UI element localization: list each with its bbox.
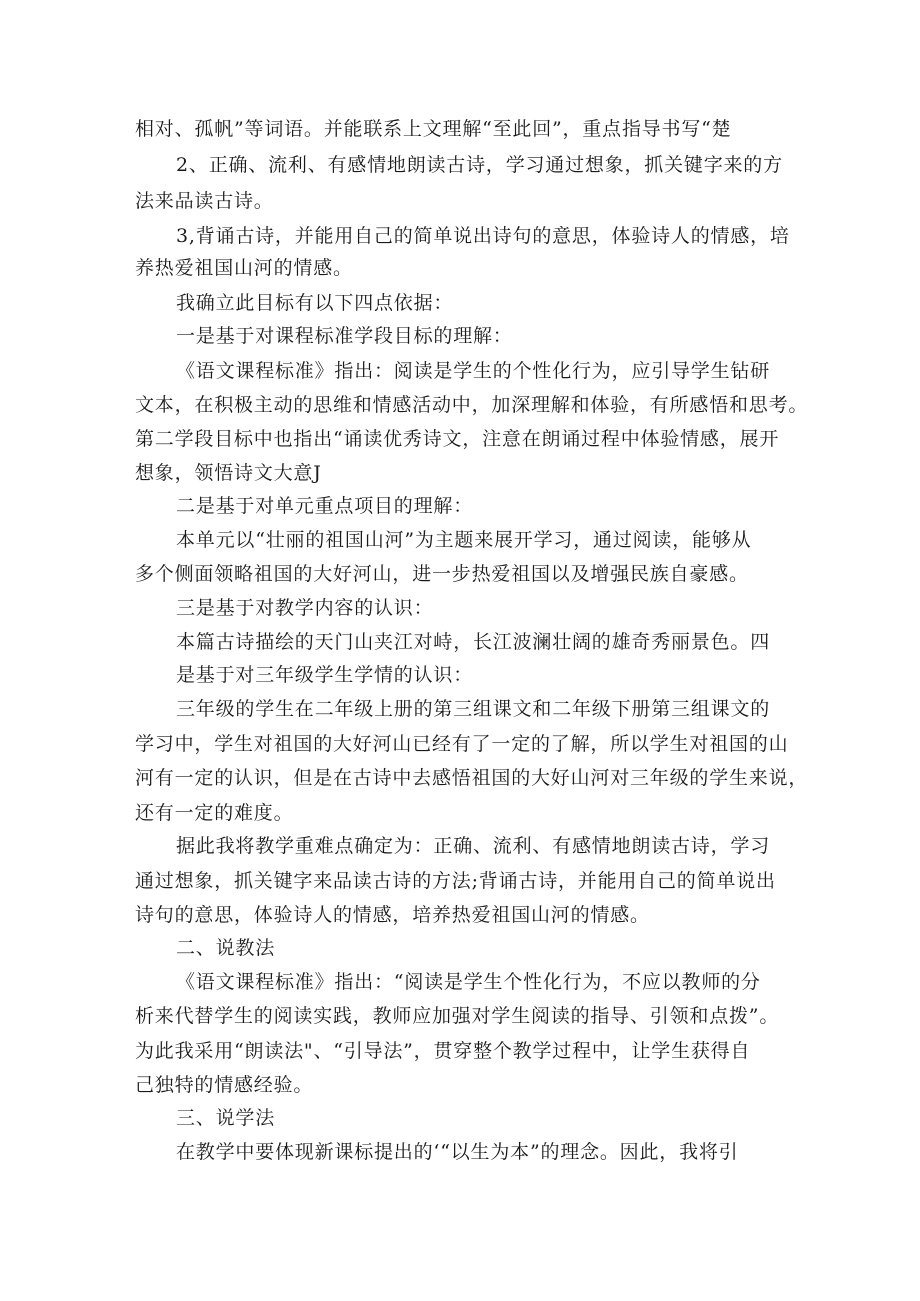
text-line: 相对、孤帆”等词语。并能联系上文理解“至此回”，重点指导书写“楚 <box>135 118 732 140</box>
text-line: 在教学中要体现新课标提出的‘“以生为本”的理念。因此，我将引 <box>176 1141 739 1163</box>
section-heading: 二、说教法 <box>176 937 276 959</box>
text-line: 本篇古诗描绘的天门山夹江对峙，长江波澜壮阔的雄奇秀丽景色。四 <box>176 631 771 653</box>
text-line: 一是基于对课程标准学段目标的理解： <box>176 325 513 347</box>
text-line: 学习中，学生对祖国的大好河山已经有了一定的了解，所以学生对祖国的山 <box>135 733 789 755</box>
text-line: 通过想象，抓关键字来品读古诗的方法;背诵古诗，并能用自己的简单说出 <box>135 870 776 892</box>
text-line: 养热爱祖国山河的情感。 <box>135 257 353 279</box>
text-line: 3,背诵古诗，并能用自己的简单说出诗句的意思，体验诗人的情感，培 <box>176 225 790 247</box>
text-line: 诗句的意思，体验诗人的情感，培养热爱祖国山河的情感。 <box>135 904 650 926</box>
text-line: 第二学段目标中也指出“诵读优秀诗文，注意在朗诵过程中体验情感，展开 <box>135 428 780 450</box>
text-line: 法来品读古诗。 <box>135 190 274 212</box>
text-line: 据此我将教学重难点确定为：正确、流利、有感情地朗读古诗，学习 <box>176 835 771 857</box>
text-line: 还有一定的难度。 <box>135 802 294 824</box>
text-line: 本单元以“壮丽的祖国山河”为主题来展开学习，通过阅读，能够从 <box>176 529 752 551</box>
text-line: 是基于对三年级学生学情的认识： <box>176 664 474 686</box>
text-line: 二是基于对单元重点项目的理解： <box>176 495 474 517</box>
text-line: 我确立此目标有以下四点依据： <box>176 292 454 314</box>
text-line: 多个侧面领略祖国的大好河山，进一步热爱祖国以及增强民族自豪感。 <box>135 563 749 585</box>
text-line: 《语文课程标准》指出：阅读是学生的个性化行为，应引导学生钻研 <box>176 360 771 382</box>
text-line: 《语文课程标准》指出：“阅读是学生个性化行为，不应以教师的分 <box>176 971 761 993</box>
text-line: 河有一定的认识，但是在古诗中去感悟祖国的大好山河对三年级的学生来说， <box>135 767 809 789</box>
section-heading: 三、说学法 <box>176 1107 276 1129</box>
text-line: 三年级的学生在二年级上册的第三组课文和二年级下册第三组课文的 <box>176 698 771 720</box>
text-line: 文本，在积极主动的思维和情感活动中，加深理解和体验，有所感悟和思考。 <box>135 394 809 416</box>
text-line: 己独特的情感经验。 <box>135 1074 314 1096</box>
text-line: 析来代替学生的阅读实践，教师应加强对学生阅读的指导、引领和点拨”。 <box>135 1005 780 1027</box>
text-line: 为此我采用“朗读法"、“引导法”，贯穿整个教学过程中，让学生获得自 <box>135 1040 751 1062</box>
text-line: 2、正确、流利、有感情地朗读古诗，学习通过想象，抓关键字来的方 <box>176 154 783 176</box>
text-line: 想象，领悟诗文大意J <box>135 462 322 484</box>
text-line: 三是基于对教学内容的认识： <box>176 597 434 619</box>
